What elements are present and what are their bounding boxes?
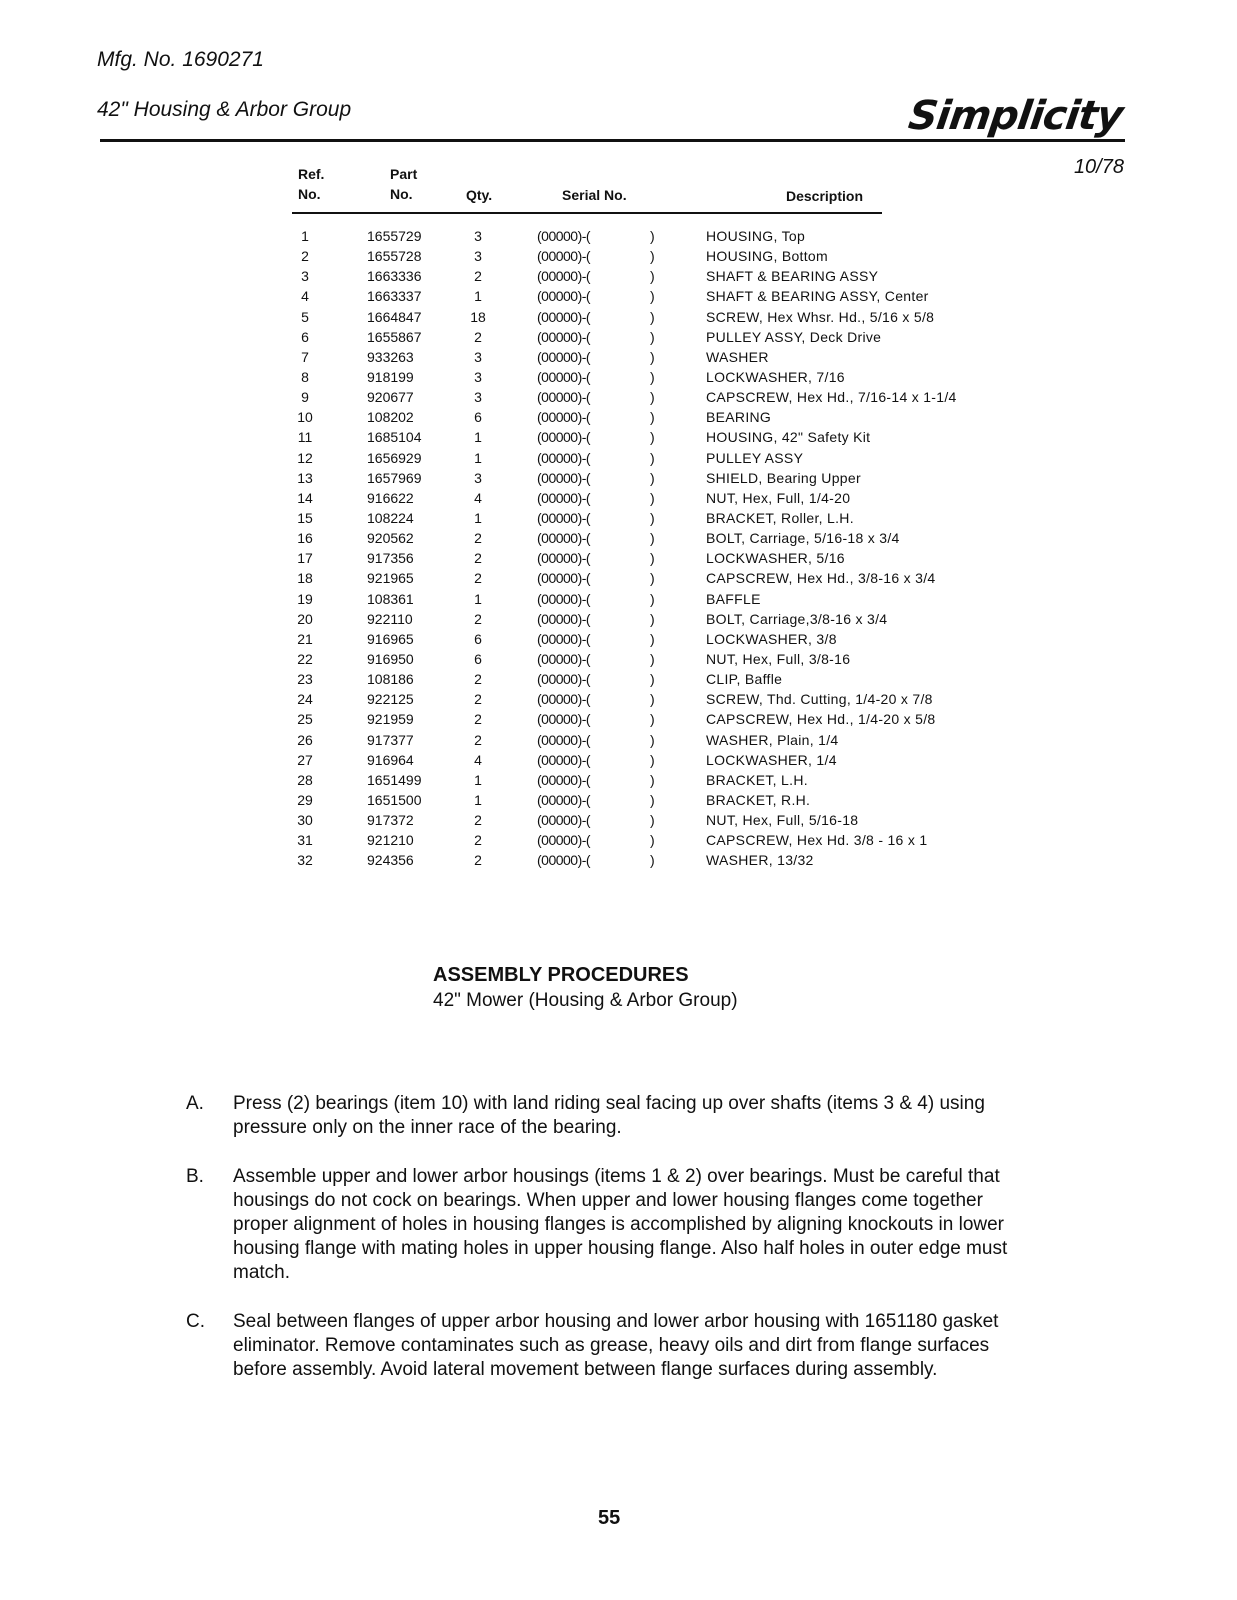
description-cell: WASHER, Plain, 1/4 (706, 731, 839, 748)
part-no-cell: 916950 (367, 650, 414, 667)
description-cell: LOCKWASHER, 1/4 (706, 751, 837, 768)
serial-cell: (00000)-( (537, 671, 591, 688)
qty-cell: 2 (474, 852, 482, 869)
ref-cell: 27 (297, 751, 313, 768)
part-no-cell: 917377 (367, 731, 414, 748)
serial-close-cell: ) (650, 509, 655, 526)
revision-date: 10/78 (1073, 156, 1124, 178)
ref-cell: 28 (297, 771, 313, 788)
serial-cell: (00000)-( (537, 248, 591, 265)
qty-cell: 3 (474, 348, 482, 365)
description-cell: PULLEY ASSY, Deck Drive (706, 328, 882, 345)
qty-cell: 6 (474, 630, 482, 647)
serial-close-cell: ) (650, 650, 655, 667)
serial-cell: (00000)-( (537, 348, 591, 365)
table-row (0, 589, 1237, 609)
part-no-cell: 922125 (367, 691, 414, 708)
table-row (0, 266, 1237, 286)
qty-cell: 2 (474, 731, 482, 748)
part-no-cell: 916622 (367, 489, 414, 506)
table-row (0, 508, 1237, 528)
serial-close-cell: ) (650, 389, 655, 406)
part-no-cell: 916965 (367, 630, 414, 647)
table-row (0, 427, 1237, 447)
table-row (0, 226, 1237, 246)
table-row (0, 568, 1237, 588)
serial-close-cell: ) (650, 711, 655, 728)
table-row (0, 246, 1237, 266)
header-qty: Qty. (466, 187, 493, 203)
header-ref-line2: No. (298, 186, 321, 202)
serial-close-cell: ) (650, 832, 655, 849)
part-no-cell: 920562 (367, 530, 414, 547)
part-no-cell: 108202 (367, 409, 414, 426)
description-cell: LOCKWASHER, 5/16 (706, 550, 845, 567)
part-no-cell: 1663337 (367, 288, 422, 305)
table-row (0, 629, 1237, 649)
serial-close-cell: ) (650, 530, 655, 547)
ref-cell: 14 (297, 489, 313, 506)
description-cell: WASHER, 13/32 (706, 852, 814, 869)
table-row (0, 528, 1237, 548)
qty-cell: 4 (474, 489, 482, 506)
qty-cell: 1 (474, 771, 482, 788)
qty-cell: 2 (474, 691, 482, 708)
qty-cell: 2 (474, 832, 482, 849)
ref-cell: 10 (297, 409, 313, 426)
part-no-cell: 1685104 (367, 429, 422, 446)
ref-cell: 22 (297, 650, 313, 667)
description-cell: BOLT, Carriage, 5/16-18 x 3/4 (706, 530, 900, 547)
ref-cell: 5 (301, 308, 309, 325)
qty-cell: 2 (474, 812, 482, 829)
qty-cell: 2 (474, 711, 482, 728)
table-row (0, 548, 1237, 568)
description-cell: HOUSING, Top (706, 228, 806, 244)
table-row (0, 609, 1237, 629)
part-no-cell: 1655728 (367, 248, 422, 265)
description-cell: HOUSING, 42" Safety Kit (706, 429, 871, 446)
table-row (0, 689, 1237, 709)
header-ref-no (298, 164, 324, 204)
description-cell: BRACKET, R.H. (706, 791, 811, 808)
table-row (0, 850, 1237, 870)
serial-close-cell: ) (650, 228, 655, 244)
part-no-cell: 1657969 (367, 469, 422, 486)
serial-cell: (00000)-( (537, 530, 591, 547)
serial-close-cell: ) (650, 409, 655, 426)
step-text: Assemble upper and lower arbor housings (items 1 & 2) over bearings. Must be careful that housings do not cock on bearings. When upper and lower housing flanges come together proper alignment of holes in housing flanges is accomplished by aligning knockouts in lower housing flange with mating holes in upper housing flange. Also half holes in outer edge must match. (233, 1166, 1008, 1283)
part-no-cell: 1663336 (367, 268, 422, 285)
table-row (0, 709, 1237, 729)
description-cell: CAPSCREW, Hex Hd., 3/8-16 x 3/4 (706, 570, 936, 587)
serial-close-cell: ) (650, 590, 655, 607)
part-no-cell: 108224 (367, 509, 414, 526)
serial-cell: (00000)-( (537, 288, 591, 305)
mfg-number: Mfg. No. 1690271 (97, 48, 264, 71)
ref-cell: 30 (297, 812, 313, 829)
serial-cell: (00000)-( (537, 852, 591, 869)
serial-cell: (00000)-( (537, 268, 591, 285)
part-no-cell: 1651499 (367, 771, 422, 788)
ref-cell: 11 (297, 429, 313, 446)
serial-close-cell: ) (650, 469, 655, 486)
qty-cell: 1 (474, 791, 482, 808)
serial-close-cell: ) (650, 268, 655, 285)
serial-close-cell: ) (650, 751, 655, 768)
ref-cell: 18 (297, 570, 313, 587)
serial-cell: (00000)-( (537, 751, 591, 768)
header-part-no (390, 164, 417, 204)
ref-cell: 7 (301, 348, 309, 365)
serial-close-cell: ) (650, 671, 655, 688)
serial-cell: (00000)-( (537, 449, 591, 466)
serial-cell: (00000)-( (537, 570, 591, 587)
qty-cell: 3 (474, 228, 482, 244)
table-row (0, 810, 1237, 830)
qty-cell: 1 (474, 288, 482, 305)
ref-cell: 2 (301, 248, 309, 265)
table-row (0, 327, 1237, 347)
description-cell: CAPSCREW, Hex Hd., 1/4-20 x 5/8 (706, 711, 936, 728)
table-row (0, 488, 1237, 508)
ref-cell: 21 (297, 630, 313, 647)
ref-cell: 19 (297, 590, 313, 607)
part-no-cell: 1651500 (367, 791, 422, 808)
ref-cell: 31 (297, 832, 313, 849)
serial-close-cell: ) (650, 328, 655, 345)
table-row (0, 468, 1237, 488)
serial-cell: (00000)-( (537, 711, 591, 728)
part-no-cell: 921210 (367, 832, 414, 849)
part-no-cell: 917372 (367, 812, 414, 829)
serial-cell: (00000)-( (537, 489, 591, 506)
ref-cell: 12 (297, 449, 313, 466)
ref-cell: 32 (297, 852, 313, 869)
serial-cell: (00000)-( (537, 429, 591, 446)
description-cell: HOUSING, Bottom (706, 248, 828, 265)
serial-close-cell: ) (650, 812, 655, 829)
serial-close-cell: ) (650, 691, 655, 708)
header-serial-no: Serial No. (562, 187, 627, 203)
serial-cell: (00000)-( (537, 630, 591, 647)
step-text: Seal between flanges of upper arbor housing and lower arbor housing with 1651180 gasket eliminator. Remove contaminates such as grease, heavy oils and dirt from flange surfaces before assembly. Avoid lateral movement between flange surfaces during assembly. (233, 1311, 999, 1380)
ref-cell: 8 (301, 368, 309, 385)
serial-cell: (00000)-( (537, 308, 591, 325)
qty-cell: 2 (474, 328, 482, 345)
serial-close-cell: ) (650, 610, 655, 627)
part-no-cell: 108186 (367, 671, 414, 688)
serial-cell: (00000)-( (537, 550, 591, 567)
qty-cell: 2 (474, 610, 482, 627)
part-no-cell: 1656929 (367, 449, 422, 466)
description-cell: WASHER (706, 348, 769, 365)
header-rule (100, 139, 1125, 142)
table-row (0, 649, 1237, 669)
table-row (0, 387, 1237, 407)
serial-close-cell: ) (650, 731, 655, 748)
serial-cell: (00000)-( (537, 650, 591, 667)
serial-cell: (00000)-( (537, 409, 591, 426)
description-cell: BEARING (706, 409, 772, 426)
serial-cell: (00000)-( (537, 328, 591, 345)
serial-close-cell: ) (650, 348, 655, 365)
ref-cell: 6 (301, 328, 309, 345)
group-title: 42" Housing & Arbor Group (97, 98, 352, 121)
serial-cell: (00000)-( (537, 691, 591, 708)
qty-cell: 3 (474, 368, 482, 385)
description-cell: CAPSCREW, Hex Hd. 3/8 - 16 x 1 (706, 832, 928, 849)
header-ref-line1: Ref. (298, 166, 325, 182)
assembly-subtitle: 42" Mower (Housing & Arbor Group) (433, 990, 738, 1011)
serial-cell: (00000)-( (537, 389, 591, 406)
ref-cell: 9 (301, 389, 309, 406)
serial-close-cell: ) (650, 308, 655, 325)
serial-cell: (00000)-( (537, 832, 591, 849)
step-letter: A. (186, 1093, 204, 1114)
table-row (0, 407, 1237, 427)
table-row (0, 286, 1237, 306)
serial-cell: (00000)-( (537, 368, 591, 385)
qty-cell: 1 (474, 590, 482, 607)
step-letter: B. (186, 1166, 204, 1187)
serial-cell: (00000)-( (537, 590, 591, 607)
serial-close-cell: ) (650, 368, 655, 385)
part-no-cell: 108361 (367, 590, 414, 607)
qty-cell: 6 (474, 409, 482, 426)
description-cell: CAPSCREW, Hex Hd., 7/16-14 x 1-1/4 (706, 389, 957, 406)
ref-cell: 15 (297, 509, 313, 526)
table-row (0, 770, 1237, 790)
serial-close-cell: ) (650, 449, 655, 466)
ref-cell: 17 (297, 550, 313, 567)
header-part-line2: No. (390, 186, 413, 202)
part-no-cell: 920677 (367, 389, 414, 406)
qty-cell: 2 (474, 671, 482, 688)
step-text: Press (2) bearings (item 10) with land riding seal facing up over shafts (items 3 & 4) using pressure only on the inner race of the bearing. (233, 1093, 985, 1138)
table-row (0, 790, 1237, 810)
description-cell: SHIELD, Bearing Upper (706, 469, 861, 486)
serial-close-cell: ) (650, 570, 655, 587)
part-no-cell: 924356 (367, 852, 414, 869)
qty-cell: 2 (474, 570, 482, 587)
qty-cell: 1 (474, 429, 482, 446)
part-no-cell: 1655867 (367, 328, 422, 345)
ref-cell: 20 (297, 610, 313, 627)
ref-cell: 25 (297, 711, 313, 728)
description-cell: NUT, Hex, Full, 1/4-20 (706, 489, 851, 506)
serial-cell: (00000)-( (537, 812, 591, 829)
part-no-cell: 933263 (367, 348, 414, 365)
description-cell: NUT, Hex, Full, 5/16-18 (706, 812, 859, 829)
table-row (0, 307, 1237, 327)
header-part-line1: Part (390, 166, 418, 182)
ref-cell: 16 (297, 530, 313, 547)
serial-cell: (00000)-( (537, 731, 591, 748)
step-letter: C. (186, 1311, 205, 1332)
serial-close-cell: ) (650, 288, 655, 305)
description-cell: BRACKET, Roller, L.H. (706, 509, 854, 526)
part-no-cell: 917356 (367, 550, 414, 567)
qty-cell: 2 (474, 268, 482, 285)
qty-cell: 1 (474, 449, 482, 466)
serial-cell: (00000)-( (537, 228, 591, 244)
part-no-cell: 921959 (367, 711, 414, 728)
qty-cell: 18 (470, 308, 486, 325)
ref-cell: 29 (297, 791, 313, 808)
table-row (0, 669, 1237, 689)
serial-close-cell: ) (650, 248, 655, 265)
description-cell: SHAFT & BEARING ASSY (706, 268, 879, 285)
qty-cell: 6 (474, 650, 482, 667)
parts-table (0, 226, 1237, 871)
serial-close-cell: ) (650, 630, 655, 647)
part-no-cell: 1655729 (367, 228, 422, 244)
serial-close-cell: ) (650, 771, 655, 788)
serial-cell: (00000)-( (537, 610, 591, 627)
brand-logo: Simplicity (905, 93, 1126, 139)
qty-cell: 2 (474, 530, 482, 547)
table-row (0, 448, 1237, 468)
serial-cell: (00000)-( (537, 791, 591, 808)
page-number: 55 (598, 1507, 621, 1529)
part-no-cell: 1664847 (367, 308, 422, 325)
description-cell: SCREW, Thd. Cutting, 1/4-20 x 7/8 (706, 691, 933, 708)
qty-cell: 3 (474, 469, 482, 486)
ref-cell: 1 (301, 228, 309, 244)
description-cell: SCREW, Hex Whsr. Hd., 5/16 x 5/8 (706, 308, 935, 325)
description-cell: BOLT, Carriage,3/8-16 x 3/4 (706, 610, 888, 627)
header-description: Description (786, 188, 864, 204)
part-no-cell: 918199 (367, 368, 414, 385)
table-row (0, 347, 1237, 367)
description-cell: NUT, Hex, Full, 3/8-16 (706, 650, 851, 667)
qty-cell: 1 (474, 509, 482, 526)
assembly-title: ASSEMBLY PROCEDURES (433, 964, 689, 986)
description-cell: CLIP, Baffle (706, 671, 783, 688)
ref-cell: 23 (297, 671, 313, 688)
serial-close-cell: ) (650, 852, 655, 869)
serial-close-cell: ) (650, 791, 655, 808)
table-row (0, 830, 1237, 850)
description-cell: BRACKET, L.H. (706, 771, 808, 788)
part-no-cell: 922110 (367, 610, 413, 627)
description-cell: PULLEY ASSY (706, 449, 804, 466)
serial-cell: (00000)-( (537, 509, 591, 526)
part-no-cell: 916964 (367, 751, 414, 768)
ref-cell: 3 (301, 268, 309, 285)
description-cell: LOCKWASHER, 3/8 (706, 630, 837, 647)
ref-cell: 13 (297, 469, 313, 486)
serial-cell: (00000)-( (537, 771, 591, 788)
description-cell: SHAFT & BEARING ASSY, Center (706, 288, 929, 305)
qty-cell: 3 (474, 389, 482, 406)
ref-cell: 24 (297, 691, 313, 708)
table-row (0, 750, 1237, 770)
part-no-cell: 921965 (367, 570, 414, 587)
serial-close-cell: ) (650, 550, 655, 567)
table-row (0, 367, 1237, 387)
description-cell: BAFFLE (706, 590, 761, 607)
ref-cell: 26 (297, 731, 313, 748)
qty-cell: 2 (474, 550, 482, 567)
serial-close-cell: ) (650, 489, 655, 506)
table-header-rule (292, 212, 882, 214)
qty-cell: 3 (474, 248, 482, 265)
serial-cell: (00000)-( (537, 469, 591, 486)
ref-cell: 4 (301, 288, 309, 305)
serial-close-cell: ) (650, 429, 655, 446)
table-row (0, 730, 1237, 750)
description-cell: LOCKWASHER, 7/16 (706, 368, 845, 385)
qty-cell: 4 (474, 751, 482, 768)
